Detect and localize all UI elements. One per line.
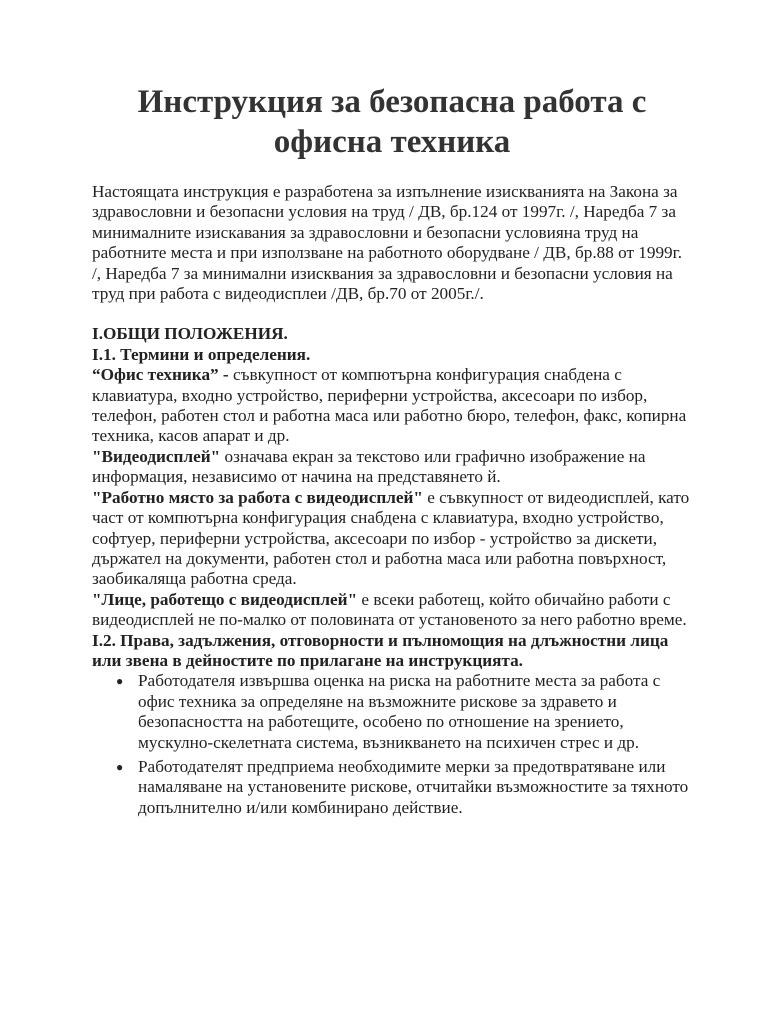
section-heading: I.ОБЩИ ПОЛОЖЕНИЯ. [92, 324, 288, 344]
term-label: "Видеодисплей" [92, 446, 221, 466]
term-definition: е всеки работещ, който обичайно работи с видеодисплей не по-малко от половината от установеното за него работно време. [92, 589, 687, 630]
term-label: "Работно място за работа с видеодисплей" [92, 487, 423, 507]
list-item [116, 756, 692, 818]
responsibilities-list [92, 671, 692, 818]
term-office-equipment [92, 365, 692, 447]
term-label: "Лице, работещо с видеодисплей" [92, 589, 358, 609]
subsection-rights-heading: I.2. Права, задължения, отговорности и пълномощия на длъжностни лица или звена в дейностите по прилагане на инструкцията. [92, 630, 669, 670]
document-title: Инструкция за безопасна работа с офисна техника [137, 84, 647, 160]
document-page [92, 82, 692, 822]
bullet-icon: ● [116, 674, 124, 689]
term-definition: е съвкупност от видеодисплей, като част от компютърна конфигурация снабдена с клавиатура, входно устройство, софтуер, периферни устройства, аксесоари по избор - устройство за дискети, държател на документи, работен стол и работна маса или работна повърхност, заобикаляща работна среда. [92, 487, 690, 589]
list-item [116, 671, 692, 753]
list-item-text: Работодателят предприема необходимите мерки за предотвратяване или намаляване на установените рискове, отчитайки възможностите за тяхното допълнително и/или комбинирано действие. [138, 756, 689, 817]
term-workplace [92, 488, 692, 590]
term-definition: съвкупност от компютърна конфигурация снабдена с клавиатура, входно устройство, периферни устройства, аксесоари по избор, телефон, работен стол и работна маса или работно бюро, телефон, факс, копирна техника, касов апарат и др. [92, 365, 687, 446]
intro-paragraph: Настоящата инструкция е разработена за изпълнение изискванията на Закона за здравословни и безопасни условия на труд / ДВ, бр.124 от 1997г. /, Наредба 7 за минималните изискавания за здравословни и безопасни условияна труд на работните места и при използване на работното оборудване / ДВ, бр.88 от 1999г. /, Наредба 7 за минимални изисквания за здравословни и безопасни условия на труд при работа с видеодисплеи /ДВ, бр.70 от 2005г./. [92, 182, 683, 304]
subsection-terms-heading: I.1. Термини и определения. [92, 344, 311, 364]
term-person-working [92, 590, 692, 631]
term-definition: означава екран за текстово или графично изображение на информация, независимо от начина на представянето й. [92, 446, 646, 487]
list-item-text: Работодателя извършва оценка на риска на работните места за работа с офис техника за определяне на възможните рискове за здравето и безопасността на работещите, особено по отношение на зрението, мускулно-скелетната система, възникването на психичен стрес и др. [138, 671, 661, 752]
term-video-display [92, 447, 692, 488]
bullet-icon: ● [116, 759, 124, 774]
term-label: “Офис техника” - [92, 365, 229, 385]
